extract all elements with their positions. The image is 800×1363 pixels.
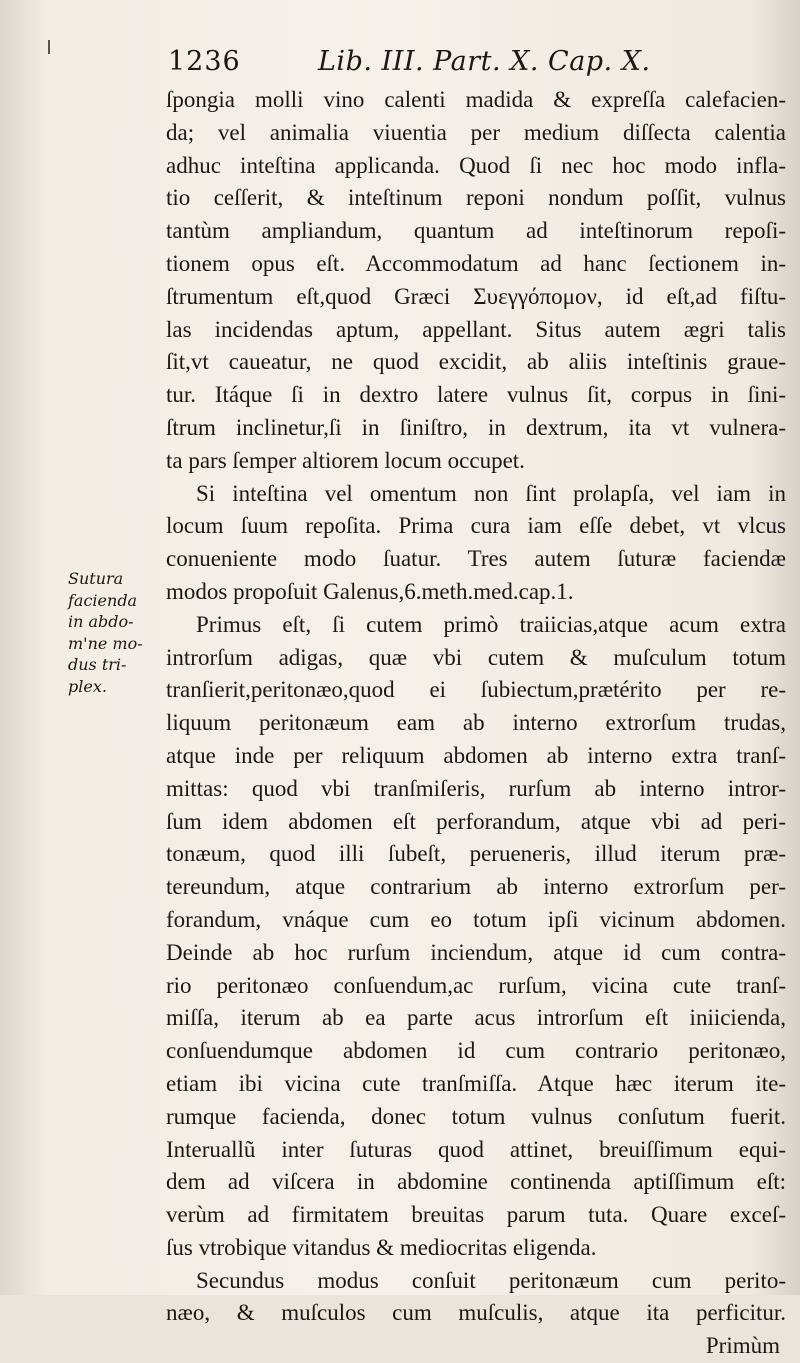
text-line: ſum idem abdomen eſt perforandum, atque vbi ad peri-	[166, 808, 786, 834]
paragraph-start-line: Si inteſtina vel omentum non ſint prolapſa, vel iam in	[196, 480, 786, 506]
text-line: modos propoſuit Galenus,6.meth.med.cap.1.	[166, 578, 574, 604]
marginal-note-line: Sutura	[68, 569, 124, 588]
text-line: ſus vtrobique vitandus & mediocritas eligenda.	[166, 1234, 597, 1260]
text-line: conſuendumque abdomen id cum contrario peritonæo,	[166, 1038, 786, 1064]
text-line: adhuc inteſtina applicanda. Quod ſi nec hoc modo infla-	[166, 152, 786, 178]
page-number: 1236	[168, 46, 241, 77]
margin-mark	[48, 40, 50, 54]
text-line: conueniente modo ſuatur. Tres autem ſuturæ faciendæ	[166, 546, 786, 572]
paragraph-start-line: Secundus modus conſuit peritonæum cum perito-	[196, 1267, 786, 1293]
text-line: tionem opus eſt. Accommodatum ad hanc ſectionem in-	[166, 250, 786, 276]
marginal-note	[68, 568, 158, 697]
text-line: tonæum, quod illi ſubeſt, perueneris, illud iterum præ-	[166, 841, 786, 867]
text-line: locum ſuum repoſita. Prima cura iam eſſe debet, vt vlcus	[166, 513, 786, 539]
text-line: miſſa, iterum ab ea parte acus introrſum eſt iniicienda,	[166, 1005, 786, 1031]
text-line: verùm ad firmitatem breuitas parum tuta. Quare exceſ-	[166, 1202, 786, 1228]
text-line: etiam ibi vicina cute tranſmiſſa. Atque hæc iterum ite-	[166, 1070, 786, 1096]
marginal-note-line: in abdo-	[68, 612, 134, 631]
text-line: tio ceſſerit, & inteſtinum reponi nondum poſſit, vulnus	[166, 185, 786, 211]
text-line: mittas: quod vbi tranſmiſeris, rurſum ab interno intror-	[166, 775, 786, 801]
text-line: atque inde per reliquum abdomen ab interno extra tranſ-	[166, 742, 786, 768]
paragraph-start-line: Primus eſt, ſi cutem primò traiicias,atque acum extra	[196, 611, 786, 637]
text-line: Interuallũ inter ſuturas quod attinet, breuiſſimum equi-	[166, 1136, 786, 1162]
catchword: Primùm	[705, 1333, 780, 1359]
text-line: ta pars ſemper altiorem locum occupet.	[166, 447, 525, 473]
marginal-note-line: dus tri-	[68, 655, 127, 674]
text-line: tur. Itáque ſi in dextro latere vulnus ſit, corpus in ſini-	[166, 382, 786, 408]
text-line: forandum, vnáque cum eo totum ipſi vicinum abdomen.	[166, 906, 786, 932]
text-line: ſpongia molli vino calenti madida & expreſſa calefacien-	[166, 87, 786, 112]
text-line: ſit,vt caueatur, ne quod excidit, ab aliis inteſtinis graue-	[166, 349, 786, 375]
text-line: tranſierit,peritonæo,quod ei ſubiectum,prætérito per re-	[166, 677, 786, 703]
body-text	[166, 84, 786, 1363]
text-line: tereundum, atque contrarium ab interno extrorſum per-	[166, 874, 786, 900]
text-line: rio peritonæo conſuendum,ac rurſum, vicina cute tranſ-	[166, 972, 786, 998]
text-line: da; vel animalia viuentia per medium diſſecta calentia	[166, 119, 786, 145]
marginal-note-line: plex.	[68, 676, 107, 696]
marginal-note-line: facienda	[68, 590, 138, 610]
running-title: Lib. III. Part. X. Cap. X.	[318, 46, 651, 77]
running-head	[168, 46, 668, 86]
text-line: introrſum adigas, quæ vbi cutem & muſculum totum	[166, 644, 786, 670]
text-line: tantùm ampliandum, quantum ad inteſtinorum repoſi-	[166, 218, 786, 244]
text-line: las incidendas aptum, appellant. Situs autem ægri talis	[166, 316, 786, 342]
text-line: dem ad viſcera in abdomine continenda aptiſſimum eſt:	[166, 1169, 786, 1195]
text-line: rumque facienda, donec totum vulnus conſutum fuerit.	[166, 1103, 786, 1129]
text-line: liquum peritonæum eam ab interno extrorſum trudas,	[166, 710, 786, 736]
text-line: næo, & muſculos cum muſculis, atque ita perficitur.	[166, 1300, 786, 1326]
marginal-note-line: m'ne mo-	[68, 633, 143, 653]
text-line: ſtrumentum eſt,quod Græci Συεγγόπομον, id eſt,ad fiſtu-	[166, 283, 786, 309]
text-line: Deinde ab hoc rurſum inciendum, atque id cum contra-	[166, 939, 786, 965]
text-line: ſtrum inclinetur,ſi in ſiniſtro, in dextrum, ita vt vulnera-	[166, 414, 786, 440]
